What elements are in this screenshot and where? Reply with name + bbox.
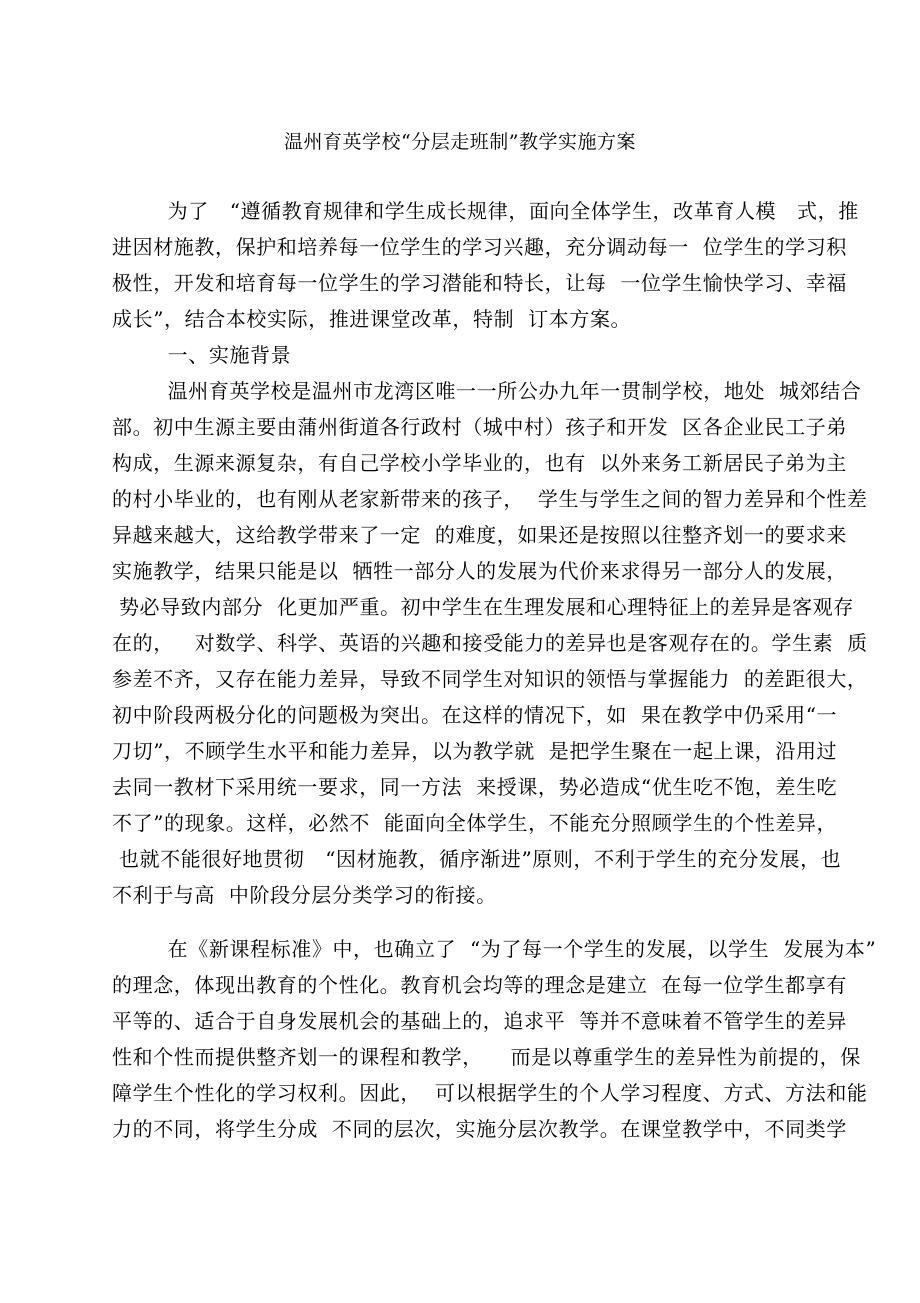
- text-line: 在《新课程标准》中，也确立了 “为了每一个学生的发展，以学生 发展为本”: [112, 937, 877, 961]
- text-line: 参差不齐，又存在能力差异，导致不同学生对知识的领悟与掌握能力 的差距很大，: [112, 667, 868, 691]
- text-line: 刀切”，不顾学生水平和能力差异，以为教学就 是把学生聚在一起上课，沿用过: [112, 739, 838, 763]
- text-line: 不利于与高 中阶段分层分类学习的衔接。: [112, 883, 497, 907]
- text-line: 极性，开发和培育每一位学生的学习潜能和特长，让每 一位学生愉快学习、幸福: [112, 271, 847, 295]
- text-line: 平等的、适合于自身发展机会的基础上的，追求平 等并不意味着不管学生的差异: [112, 1009, 847, 1033]
- text-line: 也就不能很好地贯彻 “因材施教，循序渐进”原则，不利于学生的充分发展，也: [112, 847, 842, 871]
- text-line: 初中阶段两极分化的问题极为突出。在这样的情况下，如 果在教学中仍采用“一: [112, 703, 838, 727]
- section-heading: 一、实施背景: [112, 343, 292, 367]
- text-line: 成长”，结合本校实际，推进课堂改革，特制 订本方案。: [112, 307, 632, 331]
- text-line: 温州育英学校是温州市龙湾区唯一一所公办九年一贯制学校，地处 城郊结合: [112, 379, 862, 403]
- text-line: 障学生个性化的学习权利。因此， 可以根据学生的个人学习程度、方式、方法和能: [112, 1081, 868, 1105]
- text-line: 异越来越大，这给教学带来了一定 的难度，如果还是按照以往整齐划一的要求来: [112, 523, 847, 547]
- text-line: 部。初中生源主要由蒲州街道各行政村（城中村）孩子和开发 区各企业民工子弟: [112, 415, 847, 439]
- text-line: 力的不同，将学生分成 不同的层次，实施分层次教学。在课堂教学中，不同类学: [112, 1117, 847, 1141]
- text-line: 不了”的现象。这样，必然不 能面向全体学生，不能充分照顾学生的个性差异，: [112, 811, 838, 835]
- text-line: 的理念，体现出教育的个性化。教育机会均等的理念是建立 在每一位学生都享有: [112, 973, 847, 997]
- text-line: 的村小毕业的，也有刚从老家新带来的孩子， 学生与学生之间的智力差异和个性差: [112, 487, 868, 511]
- document-title: 温州育英学校“分层走班制”教学实施方案: [284, 131, 636, 153]
- text-line: 性和个性而提供整齐划一的课程和教学， 而是以尊重学生的差异性为前提的，保: [112, 1045, 861, 1069]
- text-line: 为了 “遵循教育规律和学生成长规律，面向全体学生，改革育人模 式，推: [112, 199, 859, 223]
- text-line: 实施教学，结果只能是以 牺牲一部分人的发展为代价来求得另一部分人的发展，: [112, 559, 847, 583]
- text-line: 在的， 对数学、科学、英语的兴趣和接受能力的差异也是客观存在的。学生素 质: [112, 631, 868, 655]
- text-line: 进因材施教，保护和培养每一位学生的学习兴趣，充分调动每一 位学生的学习积: [112, 235, 847, 259]
- text-line: 势必导致内部分 化更加严重。初中学生在生理发展和心理特征上的差异是客观存: [112, 595, 854, 619]
- text-line: 去同一教材下采用统一要求，同一方法 来授课，势必造成“优生吃不饱，差生吃: [112, 775, 838, 799]
- text-line: 构成，生源来源复杂，有自己学校小学毕业的，也有 以外来务工新居民子弟为主: [112, 451, 847, 475]
